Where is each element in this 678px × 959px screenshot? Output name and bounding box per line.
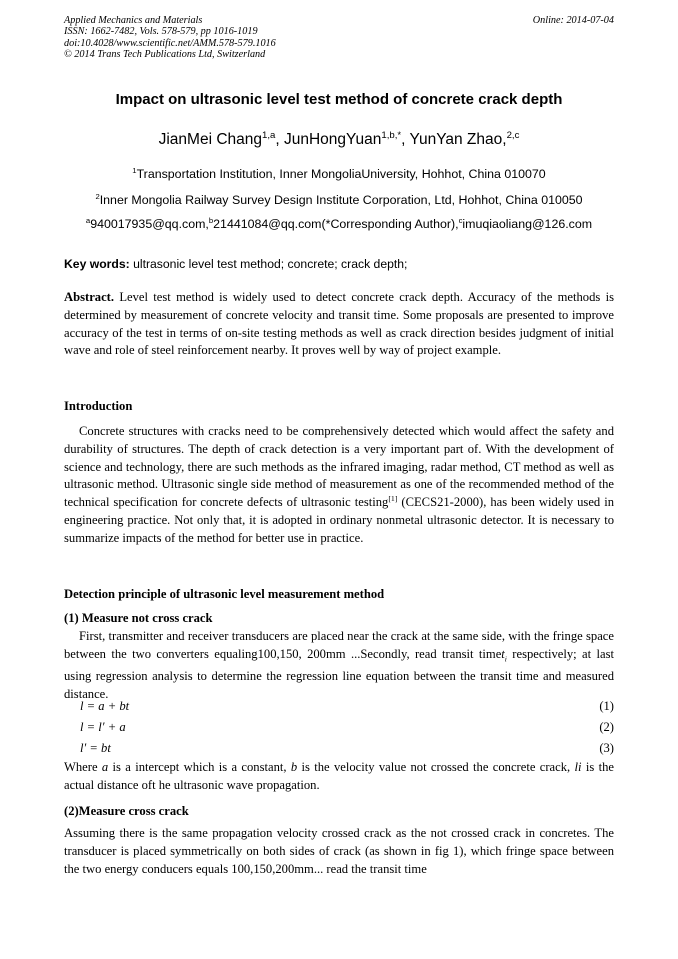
detection-heading: Detection principle of ultrasonic level measurement method	[64, 587, 385, 601]
author-name: YunYan Zhao,	[409, 131, 507, 148]
equation-3	[80, 741, 614, 759]
equation-formula: l′ = bt	[80, 741, 111, 755]
equation-2	[80, 720, 614, 738]
author-affiliation-mark: 1,b,*	[381, 129, 402, 141]
subsection-heading-1: (1) Measure not cross crack	[64, 611, 213, 625]
journal-copyright: © 2014 Trans Tech Publications Ltd, Switzerland	[64, 49, 266, 61]
email-b: 21441084@qq.com(*Corresponding Author),	[213, 217, 459, 231]
author-affiliation-mark: 1,a	[262, 129, 276, 141]
author-affiliation-mark: 2,c	[506, 129, 520, 141]
equation-formula: l = a + bt	[80, 699, 130, 713]
equation-number: (1)	[599, 699, 614, 713]
author-name: JunHongYuan	[283, 131, 382, 148]
author-emails: $^a$940017935@qq.com,$^b$21441084@qq.com(*Corresponding Author),$^c$imuqiaoliang@126.com	[85, 215, 593, 231]
keywords	[64, 257, 407, 271]
journal-name: Applied Mechanics and Materials	[64, 15, 203, 26]
journal-issn: ISSN: 1662-7482, Vols. 578-579, pp 1016-1019	[64, 26, 258, 38]
abstract	[64, 289, 614, 360]
online-date: Online: 2014-07-04	[532, 15, 614, 26]
abstract-label: Abstract.	[64, 290, 115, 304]
equation-explanation: Where a is a intercept which is a constant, b is the velocity value not crossed the concrete crack, li is the actual distance oft he ultrasonic wave propagation.	[64, 760, 614, 792]
introduction-heading: Introduction	[64, 399, 133, 413]
equation-formula: l = l′ + a	[80, 720, 126, 734]
abstract-text: Level test method is widely used to detect concrete crack depth. Accuracy of the methods is determined by measurement of concrete velocity and transit time. Some proposals are presented to improve accuracy of the test in terms of on-site testing methods as well as crack direction besides judgment of initial wave and role of steel reinforcement nearby. It proves well by way of project example.	[64, 290, 614, 358]
affiliation-2: $^2$Inner Mongolia Railway Survey Design Institute Corporation, Ltd, Hohhot, China 010050	[95, 191, 583, 207]
subsection-1-paragraph: First, transmitter and receiver transducers are placed near the crack at the same side, with the fringe space between the two converters equaling100,150, 200mm ...Secondly, read transit timet$_i$ respectively; at last using regression analysis to determine the regression line equation between the transit time and measured distance.	[64, 629, 614, 701]
introduction-paragraph: Concrete structures with cracks need to be comprehensively detected which would affect the safety and durability of structures. The depth of crack detection is a very important part of. With the development of science and technology, there are such methods as the infrared imaging, radar method, CT method as well as ultrasonic method. Ultrasonic single side method of measurement as one of the recommended method of the technical specification for concrete defects of ultrasonic testing[1] (CECS21-2000), has been widely used in engineering practice. Not only that, it is adopted in ordinary nonmetal ultrasonic detector. It is necessary to summarize impacts of the method for better use in practice.	[64, 424, 614, 545]
equation-number: (3)	[599, 741, 614, 755]
subsection-heading-2: (2)Measure cross crack	[64, 804, 189, 818]
affiliation-1: $^1$Transportation Institution, Inner MongoliaUniversity, Hohhot, China 010070	[132, 165, 546, 181]
author-list	[0, 131, 678, 149]
author-separator: ,	[275, 131, 284, 148]
equation-1	[80, 699, 614, 717]
equation-number: (2)	[599, 720, 614, 734]
subsection-2-paragraph: Assuming there is the same propagation velocity crossed crack as the not crossed crack in concretes. The transducer is placed symmetrically on both sides of crack (as shown in fig 1), which fringe space between the two energy conducers equals 100,150,200mm... read the transit time	[64, 826, 614, 876]
journal-doi: doi:10.4028/www.scientific.net/AMM.578-579.1016	[64, 37, 276, 49]
reference-mark: [1]	[388, 494, 398, 503]
author-name: JianMei Chang	[158, 131, 263, 148]
journal-info	[64, 15, 276, 61]
keywords-text: ultrasonic level test method; concrete; crack depth;	[129, 257, 408, 271]
email-c: imuqiaoliang@126.com	[462, 217, 593, 231]
paper-title: Impact on ultrasonic level test method of concrete crack depth	[115, 91, 563, 108]
keywords-label: Key words:	[64, 257, 130, 271]
email-a: 940017935@qq.com,	[90, 217, 209, 231]
author-separator: ,	[401, 131, 410, 148]
